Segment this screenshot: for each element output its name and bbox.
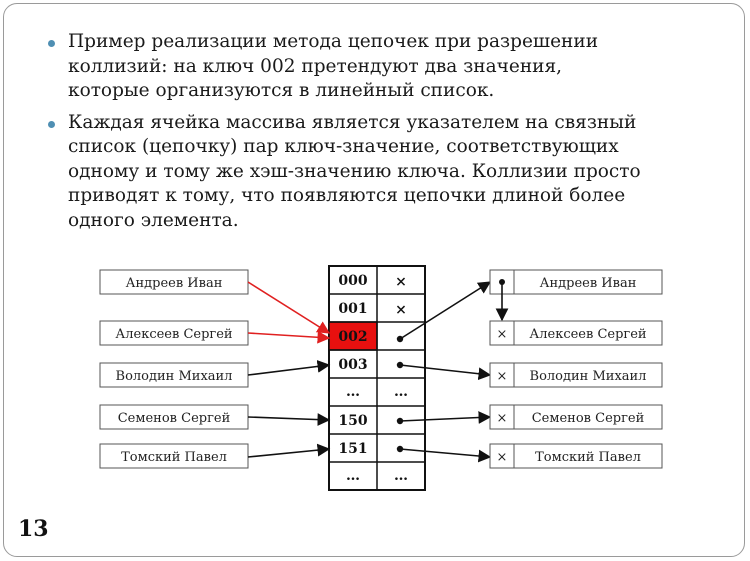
left-name-box <box>100 405 248 429</box>
chain-node-label: Алексеев Сергей <box>529 327 647 342</box>
null-pointer-icon: × <box>496 369 508 384</box>
null-pointer-icon: × <box>496 327 508 342</box>
left-name-label: Семенов Сергей <box>117 411 231 426</box>
table-code: … <box>346 468 360 484</box>
hash-arrow <box>248 365 329 375</box>
table-code: 002 <box>338 329 368 345</box>
left-name-label: Володин Михаил <box>115 369 233 384</box>
chain-node <box>490 405 662 429</box>
hash-arrow <box>248 417 329 420</box>
ellipsis-label: … <box>394 384 408 400</box>
chain-node-label: Томский Павел <box>535 450 641 465</box>
chain-node <box>490 321 662 345</box>
hash-arrow <box>248 449 329 457</box>
table-code: … <box>346 384 360 400</box>
null-pointer-icon: × <box>496 450 508 465</box>
hash-table <box>329 266 425 490</box>
bullet-text: Пример реализации метода цепочек при разрешении коллизий: на ключ 002 претендуют два значения, которые организуются в линейный список. <box>68 31 599 101</box>
chain-node <box>490 444 662 468</box>
page-number: 13 <box>18 516 49 542</box>
null-pointer-icon: × <box>395 302 407 318</box>
chain-node <box>490 270 662 294</box>
table-code: 000 <box>338 273 368 289</box>
chain-node-label: Семенов Сергей <box>531 411 645 426</box>
table-code: 150 <box>338 413 368 429</box>
left-name-box <box>100 363 248 387</box>
ellipsis-label: … <box>394 468 408 484</box>
null-pointer-icon: × <box>395 274 407 290</box>
chain-node-label: Андреев Иван <box>539 276 637 291</box>
left-name-label: Андреев Иван <box>125 276 223 291</box>
left-name-box <box>100 321 248 345</box>
left-name-label: Томский Павел <box>121 450 227 465</box>
table-code: 001 <box>338 301 368 317</box>
collision-arrow <box>248 333 329 338</box>
left-name-label: Алексеев Сергей <box>115 327 233 342</box>
table-code: 003 <box>338 357 368 373</box>
chain-node-label: Володин Михаил <box>529 369 647 384</box>
bullet-text: Каждая ячейка массива является указателем на связный список (цепочку) пар ключ-значение, соответствующих одному и тому же хэш-значению ключа. Коллизии просто приводят к тому, что появляются цепочки длиной более одного элемента. <box>68 111 641 231</box>
null-pointer-icon: × <box>496 411 508 426</box>
left-name-box <box>100 444 248 468</box>
chain-node <box>490 363 662 387</box>
table-code: 151 <box>338 441 368 457</box>
left-name-box <box>100 270 248 294</box>
collision-arrow <box>248 282 329 333</box>
